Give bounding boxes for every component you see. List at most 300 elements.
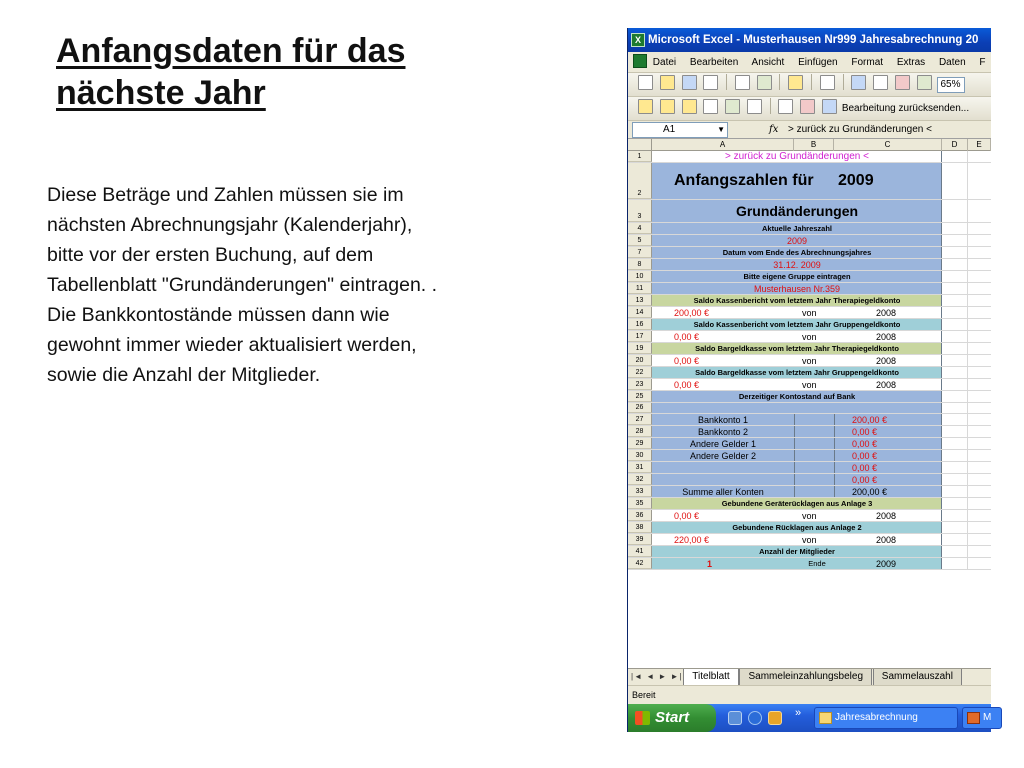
account-balance[interactable]: 0,00 € bbox=[852, 462, 878, 473]
menu-bar bbox=[628, 52, 991, 73]
print-icon[interactable] bbox=[735, 75, 750, 90]
year-cell[interactable]: 2008 bbox=[876, 307, 897, 318]
account-balance[interactable]: 0,00 € bbox=[852, 474, 878, 485]
empty-cells[interactable] bbox=[942, 522, 991, 533]
account-balance[interactable]: 0,00 € bbox=[852, 426, 878, 437]
slide-body bbox=[47, 180, 587, 390]
amount-cell[interactable]: 0,00 € bbox=[674, 355, 700, 366]
grid-cell[interactable] bbox=[942, 486, 968, 497]
chevron-down-icon[interactable]: ▼ bbox=[717, 125, 725, 134]
row-cells[interactable] bbox=[652, 546, 942, 557]
slide-title-line-2: nächste Jahr bbox=[56, 74, 266, 112]
grid-cell[interactable] bbox=[942, 498, 968, 509]
row-header[interactable]: 13 bbox=[628, 295, 652, 306]
empty-cells[interactable] bbox=[942, 403, 991, 413]
slide-title bbox=[56, 30, 526, 114]
review-icon[interactable] bbox=[747, 99, 762, 114]
grid-cell[interactable] bbox=[942, 223, 968, 234]
menu-format[interactable]: Format bbox=[851, 57, 884, 68]
cell-divider bbox=[794, 474, 795, 485]
grid-cell[interactable] bbox=[942, 367, 968, 378]
row-header[interactable]: 3 bbox=[628, 200, 652, 222]
review-icon[interactable] bbox=[638, 99, 653, 114]
row-header[interactable]: 30 bbox=[628, 450, 652, 461]
row-cells[interactable] bbox=[652, 379, 942, 390]
review-icon[interactable] bbox=[800, 99, 815, 114]
sheet-tab-titelblatt[interactable]: Titelblatt bbox=[683, 669, 738, 686]
empty-cells[interactable] bbox=[942, 295, 991, 306]
empty-cells[interactable] bbox=[942, 534, 991, 545]
cell-divider bbox=[794, 450, 795, 461]
sheet-tab-sammelauszahl[interactable]: Sammelauszahl bbox=[873, 669, 962, 686]
year-cell[interactable]: 2008 bbox=[876, 355, 897, 366]
row-header[interactable]: 1 bbox=[628, 151, 652, 162]
row-cells[interactable] bbox=[652, 307, 942, 318]
account-label[interactable]: Bankkonto 1 bbox=[697, 414, 749, 425]
row-cells[interactable] bbox=[652, 151, 942, 162]
grid-cell[interactable] bbox=[942, 247, 968, 258]
account-balance[interactable]: 0,00 € bbox=[852, 438, 878, 449]
fx-icon[interactable]: fx bbox=[769, 124, 779, 135]
grid-cell[interactable] bbox=[942, 426, 968, 437]
row-cells[interactable] bbox=[652, 319, 942, 330]
print-preview-icon[interactable] bbox=[757, 75, 772, 90]
grid-cell[interactable] bbox=[942, 331, 968, 342]
von-cell[interactable]: von bbox=[802, 331, 817, 342]
row-header[interactable]: 39 bbox=[628, 534, 652, 545]
sheet-title[interactable]: Anfangszahlen für bbox=[674, 172, 814, 189]
table-row bbox=[628, 450, 991, 462]
empty-cells[interactable] bbox=[942, 438, 991, 449]
row-cells[interactable] bbox=[652, 558, 942, 569]
account-label[interactable]: Andere Gelder 1 bbox=[689, 438, 757, 449]
amount-cell[interactable]: 200,00 € bbox=[674, 307, 710, 318]
status-text: Bereit bbox=[632, 690, 656, 700]
empty-cells[interactable] bbox=[942, 426, 991, 437]
row-cells[interactable] bbox=[652, 450, 942, 461]
table-row bbox=[628, 486, 991, 498]
row-cells[interactable] bbox=[652, 200, 942, 222]
row-cells[interactable] bbox=[652, 462, 942, 473]
table-row bbox=[628, 498, 991, 510]
empty-cells[interactable] bbox=[942, 510, 991, 521]
von-cell[interactable]: von bbox=[802, 534, 817, 545]
grid-cell[interactable] bbox=[942, 379, 968, 390]
column-header-b[interactable]: B bbox=[794, 139, 834, 151]
empty-cells[interactable] bbox=[942, 247, 991, 258]
body-line: Tabellenblatt "Grundänderungen" eintragen. . bbox=[47, 274, 438, 296]
review-icon[interactable] bbox=[682, 99, 697, 114]
value-cell[interactable]: Musterhausen Nr.359 bbox=[753, 283, 841, 294]
taskbar-jahresabrechnung-label: Jahresabrechnung bbox=[835, 712, 918, 723]
cell-divider bbox=[794, 486, 795, 497]
empty-cells[interactable] bbox=[942, 200, 991, 222]
sheet-heading[interactable]: Grundänderungen bbox=[735, 203, 859, 219]
body-line: nächsten Abrechnungsjahr (Kalenderjahr), bbox=[47, 214, 413, 236]
section-label[interactable]: Derzeitiger Kontostand auf Bank bbox=[738, 392, 856, 401]
review-icon[interactable] bbox=[822, 99, 837, 114]
table-row bbox=[628, 462, 991, 474]
section-label[interactable]: Datum vom Ende des Abrechnungsjahres bbox=[722, 248, 872, 257]
row-cells[interactable] bbox=[652, 474, 942, 485]
account-label[interactable]: Andere Gelder 2 bbox=[689, 450, 757, 461]
table-row bbox=[628, 426, 991, 438]
account-balance[interactable]: 200,00 € bbox=[852, 414, 888, 425]
grid-cell[interactable] bbox=[942, 295, 968, 306]
section-label[interactable]: Aktuelle Jahreszahl bbox=[761, 224, 833, 233]
value-cell[interactable]: 31.12. 2009 bbox=[773, 259, 821, 270]
new-icon[interactable] bbox=[638, 75, 653, 90]
row-header[interactable]: 5 bbox=[628, 235, 652, 246]
grid-cell[interactable] bbox=[942, 546, 968, 557]
row-header[interactable]: 28 bbox=[628, 426, 652, 437]
menu-einfuegen[interactable]: Einfügen bbox=[798, 57, 838, 68]
grid-cell[interactable] bbox=[942, 283, 968, 294]
slide-title-line-1: Anfangsdaten für das bbox=[56, 32, 406, 70]
taskbar-jahresabrechnung[interactable] bbox=[814, 707, 958, 729]
empty-cells[interactable] bbox=[942, 379, 991, 390]
open-icon[interactable] bbox=[660, 75, 675, 90]
empty-cells[interactable] bbox=[942, 558, 991, 569]
cell-divider bbox=[794, 414, 795, 425]
row-header[interactable]: 27 bbox=[628, 414, 652, 425]
empty-cells[interactable] bbox=[942, 498, 991, 509]
menu-extras[interactable]: Extras bbox=[896, 57, 926, 68]
grid-cell[interactable] bbox=[942, 450, 968, 461]
empty-cells[interactable] bbox=[942, 414, 991, 425]
empty-cells[interactable] bbox=[942, 450, 991, 461]
row-header[interactable]: 22 bbox=[628, 367, 652, 378]
row-cells[interactable] bbox=[652, 247, 942, 258]
empty-cells[interactable] bbox=[942, 223, 991, 234]
row-cells[interactable] bbox=[652, 414, 942, 425]
name-box-value: A1 bbox=[663, 124, 676, 135]
table-row bbox=[628, 283, 991, 295]
grid-cell[interactable] bbox=[942, 343, 968, 354]
von-cell[interactable]: von bbox=[802, 307, 817, 318]
row-header[interactable]: 35 bbox=[628, 498, 652, 509]
save-icon[interactable] bbox=[682, 75, 697, 90]
cell-divider bbox=[794, 426, 795, 437]
worksheet-rows bbox=[628, 151, 991, 570]
row-cells[interactable] bbox=[652, 223, 942, 234]
sheet-tabs bbox=[628, 668, 991, 685]
standard-toolbar bbox=[628, 73, 991, 97]
review-icon[interactable] bbox=[725, 99, 740, 114]
empty-cells[interactable] bbox=[942, 319, 991, 330]
grid-cell[interactable] bbox=[942, 271, 968, 282]
grid-cell[interactable] bbox=[942, 307, 968, 318]
row-header[interactable]: 26 bbox=[628, 403, 652, 413]
von-cell[interactable]: von bbox=[802, 510, 817, 521]
grid-cell[interactable] bbox=[942, 235, 968, 246]
row-cells[interactable] bbox=[652, 367, 942, 378]
empty-cells[interactable] bbox=[942, 391, 991, 402]
empty-cells[interactable] bbox=[942, 343, 991, 354]
menu-datei[interactable]: Datei bbox=[652, 57, 677, 68]
ende-cell[interactable]: Ende bbox=[808, 559, 826, 568]
amount-cell[interactable]: 220,00 € bbox=[674, 534, 710, 545]
column-headers bbox=[628, 139, 991, 151]
grid-cell[interactable] bbox=[942, 259, 968, 270]
row-cells[interactable] bbox=[652, 391, 942, 402]
table-row bbox=[628, 379, 991, 391]
row-cells[interactable] bbox=[652, 498, 942, 509]
column-header-c[interactable]: C bbox=[834, 139, 942, 151]
empty-cells[interactable] bbox=[942, 283, 991, 294]
row-header[interactable]: 41 bbox=[628, 546, 652, 557]
row-cells[interactable] bbox=[652, 438, 942, 449]
grid-cell[interactable] bbox=[942, 151, 968, 162]
review-icon[interactable] bbox=[703, 99, 718, 114]
von-cell[interactable]: von bbox=[802, 379, 817, 390]
table-row bbox=[628, 546, 991, 558]
empty-cells[interactable] bbox=[942, 462, 991, 473]
taskbar bbox=[628, 704, 991, 732]
amount-cell[interactable]: 0,00 € bbox=[674, 510, 700, 521]
row-header[interactable]: 33 bbox=[628, 486, 652, 497]
column-header-e[interactable]: E bbox=[968, 139, 991, 151]
grid-cell[interactable] bbox=[942, 355, 968, 366]
permission-icon[interactable] bbox=[703, 75, 718, 90]
quicklaunch-more-icon[interactable]: » bbox=[795, 707, 802, 719]
table-row bbox=[628, 367, 991, 379]
empty-cells[interactable] bbox=[942, 151, 991, 162]
empty-cells[interactable] bbox=[942, 307, 991, 318]
account-label[interactable]: Summe aller Konten bbox=[682, 486, 764, 497]
members-count[interactable]: 1 bbox=[707, 558, 713, 569]
section-label[interactable]: Saldo Bargeldkasse vom letztem Jahr Gruppengeldkonto bbox=[695, 368, 899, 377]
row-header[interactable]: 14 bbox=[628, 307, 652, 318]
row-cells[interactable] bbox=[652, 403, 942, 413]
row-cells[interactable] bbox=[652, 259, 942, 270]
empty-cells[interactable] bbox=[942, 474, 991, 485]
body-line: gewohnt immer wieder aktualisiert werden, bbox=[47, 334, 417, 356]
column-header-a[interactable]: A bbox=[652, 139, 794, 151]
row-header[interactable]: 32 bbox=[628, 474, 652, 485]
window-titlebar[interactable] bbox=[628, 28, 991, 52]
account-balance[interactable]: 0,00 € bbox=[852, 450, 878, 461]
row-cells[interactable] bbox=[652, 510, 942, 521]
row-cells[interactable] bbox=[652, 355, 942, 366]
table-row bbox=[628, 558, 991, 570]
windows-logo-icon bbox=[635, 711, 650, 725]
sheet-tab-sammeleinzahlungsbeleg[interactable]: Sammeleinzahlungsbeleg bbox=[739, 669, 872, 686]
row-header[interactable]: 19 bbox=[628, 343, 652, 354]
zoom-box[interactable]: 65% bbox=[937, 77, 965, 93]
row-cells[interactable] bbox=[652, 534, 942, 545]
review-icon[interactable] bbox=[660, 99, 675, 114]
sheet-tab-navigation[interactable]: |◄ ◄ ► ►| bbox=[631, 672, 683, 681]
row-cells[interactable] bbox=[652, 331, 942, 342]
row-header[interactable]: 7 bbox=[628, 247, 652, 258]
autosum-icon[interactable] bbox=[873, 75, 888, 90]
year-cell[interactable]: 2008 bbox=[876, 379, 897, 390]
cell-divider bbox=[834, 426, 835, 437]
row-header[interactable]: 38 bbox=[628, 522, 652, 533]
row-header[interactable]: 42 bbox=[628, 558, 652, 569]
table-row bbox=[628, 295, 991, 307]
grid-cell[interactable] bbox=[942, 534, 968, 545]
amount-cell[interactable]: 0,00 € bbox=[674, 331, 700, 342]
menu-ansicht[interactable]: Ansicht bbox=[751, 57, 785, 68]
formula-bar bbox=[628, 121, 991, 139]
table-row bbox=[628, 259, 991, 271]
empty-cells[interactable] bbox=[942, 331, 991, 342]
reviewing-toolbar bbox=[628, 97, 991, 121]
body-line: sowie die Anzahl der Mitglieder. bbox=[47, 364, 321, 386]
row-cells[interactable] bbox=[652, 271, 942, 282]
empty-cells[interactable] bbox=[942, 546, 991, 557]
grid-cell[interactable] bbox=[942, 462, 968, 473]
empty-cells[interactable] bbox=[942, 271, 991, 282]
name-box[interactable] bbox=[632, 122, 728, 138]
table-row bbox=[628, 438, 991, 450]
workbook-icon[interactable] bbox=[633, 54, 647, 68]
worksheet-grid[interactable] bbox=[628, 139, 991, 668]
toolbar-separator bbox=[779, 74, 780, 90]
table-row bbox=[628, 235, 991, 247]
table-row bbox=[628, 510, 991, 522]
body-line: Diese Beträge und Zahlen müssen sie im bbox=[47, 184, 404, 206]
menu-daten[interactable]: Daten bbox=[938, 57, 966, 68]
table-row bbox=[628, 307, 991, 319]
empty-cells[interactable] bbox=[942, 163, 991, 199]
table-row bbox=[628, 247, 991, 259]
table-row bbox=[628, 355, 991, 367]
row-header[interactable]: 8 bbox=[628, 259, 652, 270]
row-cells[interactable] bbox=[652, 235, 942, 246]
empty-cells[interactable] bbox=[942, 259, 991, 270]
table-row bbox=[628, 223, 991, 235]
von-cell[interactable]: von bbox=[802, 355, 817, 366]
row-header[interactable]: 36 bbox=[628, 510, 652, 521]
grid-cell[interactable] bbox=[942, 474, 968, 485]
row-cells[interactable] bbox=[652, 522, 942, 533]
table-row bbox=[628, 331, 991, 343]
year-cell[interactable]: 2009 bbox=[876, 558, 897, 569]
row-cells[interactable] bbox=[652, 486, 942, 497]
body-line: bitte vor der ersten Buchung, auf dem bbox=[47, 244, 374, 266]
body-line: Die Bankkontostände müssen dann wie bbox=[47, 304, 390, 326]
excel-window bbox=[627, 28, 990, 732]
row-header[interactable]: 2 bbox=[628, 163, 652, 199]
hyperlink-icon[interactable] bbox=[851, 75, 866, 90]
grid-cell[interactable] bbox=[942, 522, 968, 533]
row-header[interactable]: 25 bbox=[628, 391, 652, 402]
toolbar-separator bbox=[726, 74, 727, 90]
grid-cell[interactable] bbox=[942, 319, 968, 330]
menu-bearbeiten[interactable]: Bearbeiten bbox=[689, 57, 739, 68]
toolbar-separator bbox=[843, 74, 844, 90]
grid-cell[interactable] bbox=[942, 438, 968, 449]
section-label[interactable]: Anzahl der Mitglieder bbox=[759, 547, 835, 556]
account-balance[interactable]: 200,00 € bbox=[852, 486, 888, 497]
section-label[interactable]: Saldo Kassenbericht vom letztem Jahr Gruppengeldkonto bbox=[693, 320, 901, 329]
section-label[interactable]: Gebundene Geräterücklagen aus Anlage 3 bbox=[721, 499, 873, 508]
table-row bbox=[628, 522, 991, 534]
year-cell[interactable]: 2008 bbox=[876, 510, 897, 521]
row-header[interactable]: 4 bbox=[628, 223, 652, 234]
row-cells[interactable] bbox=[652, 163, 942, 199]
cell-divider bbox=[834, 438, 835, 449]
table-row bbox=[628, 319, 991, 331]
back-link[interactable]: > zurück zu Grundänderungen < bbox=[725, 151, 869, 162]
taskbar-powerpoint[interactable] bbox=[962, 707, 1002, 729]
chart-icon[interactable] bbox=[917, 75, 932, 90]
paste-icon[interactable] bbox=[788, 75, 803, 90]
table-row bbox=[628, 391, 991, 403]
empty-cells[interactable] bbox=[942, 355, 991, 366]
row-header[interactable]: 16 bbox=[628, 319, 652, 330]
year-cell[interactable]: 2008 bbox=[876, 534, 897, 545]
cell-divider bbox=[834, 486, 835, 497]
menu-fenster[interactable]: F bbox=[979, 57, 986, 68]
column-header-d[interactable]: D bbox=[942, 139, 968, 151]
row-cells[interactable] bbox=[652, 343, 942, 354]
start-button[interactable] bbox=[628, 704, 716, 732]
year-cell[interactable]: 2009 bbox=[838, 172, 874, 189]
row-header[interactable]: 31 bbox=[628, 462, 652, 473]
amount-cell[interactable]: 0,00 € bbox=[674, 379, 700, 390]
mail-quicklaunch-icon[interactable] bbox=[768, 711, 782, 725]
section-label[interactable]: Gebundene Rücklagen aus Anlage 2 bbox=[732, 523, 862, 532]
empty-cells[interactable] bbox=[942, 486, 991, 497]
folder-icon bbox=[819, 712, 832, 724]
cell-divider bbox=[834, 462, 835, 473]
grid-cell[interactable] bbox=[942, 391, 968, 402]
table-row bbox=[628, 534, 991, 546]
grid-cell[interactable] bbox=[942, 510, 968, 521]
row-header[interactable]: 11 bbox=[628, 283, 652, 294]
row-header[interactable]: 29 bbox=[628, 438, 652, 449]
value-cell[interactable]: 2009 bbox=[786, 235, 808, 246]
select-all-corner[interactable] bbox=[628, 139, 652, 151]
empty-cells[interactable] bbox=[942, 235, 991, 246]
row-cells[interactable] bbox=[652, 295, 942, 306]
grid-cell[interactable] bbox=[942, 163, 968, 199]
toolbar-separator bbox=[770, 98, 771, 114]
grid-cell[interactable] bbox=[942, 403, 968, 413]
account-label[interactable]: Bankkonto 2 bbox=[697, 426, 749, 437]
row-header[interactable]: 10 bbox=[628, 271, 652, 282]
sort-icon[interactable] bbox=[895, 75, 910, 90]
section-label[interactable]: Saldo Kassenbericht vom letztem Jahr Therapiegeldkonto bbox=[693, 296, 901, 305]
row-header[interactable]: 23 bbox=[628, 379, 652, 390]
row-cells[interactable] bbox=[652, 283, 942, 294]
presentation-icon bbox=[967, 712, 980, 724]
row-header[interactable]: 20 bbox=[628, 355, 652, 366]
row-cells[interactable] bbox=[652, 426, 942, 437]
bearbeitung-zuruecksenden-button[interactable]: Bearbeitung zurücksenden... bbox=[841, 103, 970, 114]
row-header[interactable]: 17 bbox=[628, 331, 652, 342]
review-icon[interactable] bbox=[778, 99, 793, 114]
table-row bbox=[628, 163, 991, 200]
empty-cells[interactable] bbox=[942, 367, 991, 378]
year-cell[interactable]: 2008 bbox=[876, 331, 897, 342]
grid-cell[interactable] bbox=[942, 558, 968, 569]
desktop-quicklaunch-icon[interactable] bbox=[728, 711, 742, 725]
formula-input[interactable]: > zurück zu Grundänderungen < bbox=[788, 124, 932, 135]
cell-divider bbox=[794, 462, 795, 473]
browser-quicklaunch-icon[interactable] bbox=[748, 711, 762, 725]
section-label[interactable]: Saldo Bargeldkasse vom letztem Jahr Therapiegeldkonto bbox=[695, 344, 899, 353]
section-label[interactable]: Bitte eigene Gruppe eintragen bbox=[743, 272, 851, 281]
grid-cell[interactable] bbox=[942, 414, 968, 425]
undo-icon[interactable] bbox=[820, 75, 835, 90]
grid-cell[interactable] bbox=[942, 200, 968, 222]
cell-divider bbox=[834, 450, 835, 461]
